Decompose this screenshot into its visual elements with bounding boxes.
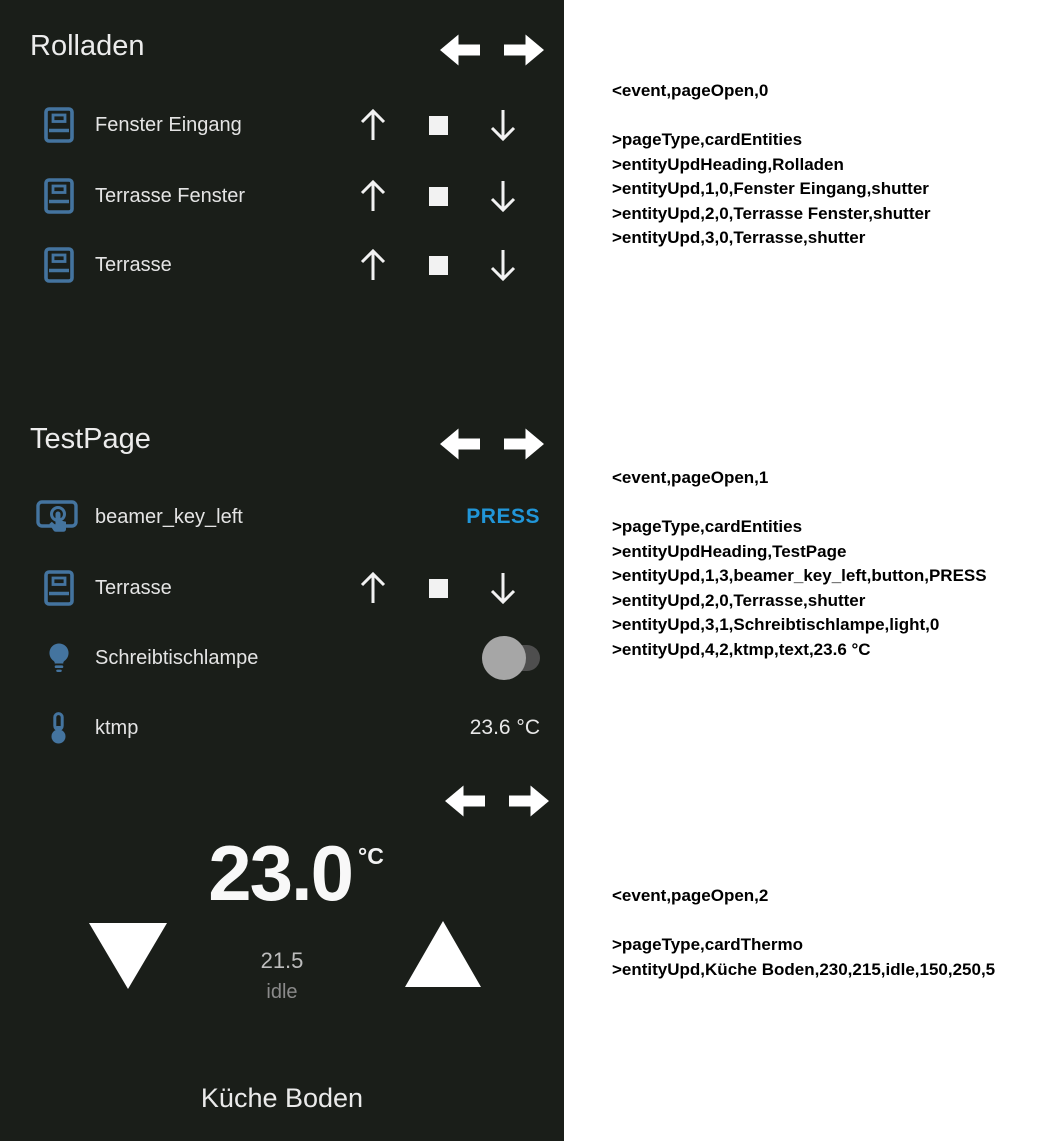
log-line: >pageType,cardEntities [612, 130, 803, 149]
log-line: >entityUpd,3,0,Terrasse,shutter [612, 228, 866, 247]
page-title: Rolladen [30, 30, 145, 62]
gesture-tap-button-icon [36, 498, 78, 541]
log-line: <event,pageOpen,0 [612, 81, 769, 100]
entity-label: Schreibtischlampe [95, 647, 259, 669]
log-line [612, 491, 987, 516]
protocol-log-page2 [612, 884, 995, 982]
sensor-value: 23.6 °C [469, 716, 540, 739]
target-temperature: 21.5 [260, 948, 304, 973]
shutter-stop-button[interactable] [429, 187, 448, 206]
log-line: <event,pageOpen,1 [612, 468, 769, 487]
shutter-up-button[interactable] [356, 570, 390, 606]
entity-row [0, 243, 564, 287]
thermometer-icon [50, 712, 67, 749]
lightbulb-icon [46, 642, 72, 679]
arrow-right-icon[interactable] [502, 30, 546, 70]
thermostat-name: Küche Boden [200, 1083, 364, 1113]
temperature-unit: °C [358, 843, 384, 869]
shutter-down-button[interactable] [486, 107, 520, 143]
press-button[interactable]: PRESS [466, 505, 540, 528]
shutter-down-button[interactable] [486, 247, 520, 283]
log-line: >entityUpd,3,1,Schreibtischlampe,light,0 [612, 615, 940, 634]
log-line: <event,pageOpen,2 [612, 886, 769, 905]
log-line: >entityUpd,2,0,Terrasse Fenster,shutter [612, 203, 931, 223]
log-line [612, 909, 995, 934]
arrow-right-icon[interactable] [507, 781, 551, 821]
shutter-up-button[interactable] [356, 178, 390, 214]
toggle-knob [482, 636, 526, 680]
hvac-state: idle [266, 981, 298, 1003]
window-shutter-icon [44, 178, 74, 219]
arrow-right-icon[interactable] [502, 424, 546, 464]
entity-label: beamer_key_left [95, 506, 243, 528]
shutter-stop-button[interactable] [429, 116, 448, 135]
log-line: >entityUpd,2,0,Terrasse,shutter [612, 590, 866, 610]
protocol-log-page1 [612, 466, 987, 662]
page-title: TestPage [30, 423, 151, 455]
protocol-log-page0 [612, 79, 931, 251]
shutter-up-button[interactable] [356, 107, 390, 143]
shutter-down-button[interactable] [486, 570, 520, 606]
arrow-left-icon[interactable] [438, 30, 482, 70]
shutter-stop-button[interactable] [429, 256, 448, 275]
shutter-stop-button[interactable] [429, 579, 448, 598]
window-shutter-icon [44, 570, 74, 611]
entity-row [0, 566, 564, 610]
window-shutter-icon [44, 247, 74, 288]
light-toggle-switch[interactable] [482, 636, 540, 680]
log-line: >entityUpd,Küche Boden,230,215,idle,150,250,5 [612, 959, 996, 979]
log-line: >entityUpdHeading,Rolladen [612, 154, 844, 174]
entity-row [0, 636, 564, 680]
log-line: >pageType,cardThermo [612, 935, 803, 954]
log-line: >entityUpdHeading,TestPage [612, 541, 847, 561]
entity-label: Fenster Eingang [95, 114, 242, 136]
log-line [612, 104, 931, 129]
log-line: >entityUpd,1,0,Fenster Eingang,shutter [612, 179, 929, 198]
entity-row [0, 495, 564, 539]
entity-row [0, 706, 564, 750]
log-line: >pageType,cardEntities [612, 517, 803, 536]
window-shutter-icon [44, 107, 74, 148]
entity-row [0, 174, 564, 218]
shutter-down-button[interactable] [486, 178, 520, 214]
entity-label: Terrasse [95, 254, 172, 276]
shutter-up-button[interactable] [356, 247, 390, 283]
entity-label: Terrasse [95, 577, 172, 599]
log-line: >entityUpd,1,3,beamer_key_left,button,PRESS [612, 566, 987, 585]
arrow-left-icon[interactable] [443, 781, 487, 821]
temp-decrease-button[interactable] [88, 922, 168, 990]
entity-row [0, 103, 564, 147]
arrow-left-icon[interactable] [438, 424, 482, 464]
entity-label: ktmp [95, 717, 139, 739]
entity-label: Terrasse Fenster [95, 185, 246, 207]
log-line: >entityUpd,4,2,ktmp,text,23.6 °C [612, 639, 871, 659]
current-temperature: 23.0 [208, 829, 352, 917]
temp-increase-button[interactable] [404, 920, 482, 988]
